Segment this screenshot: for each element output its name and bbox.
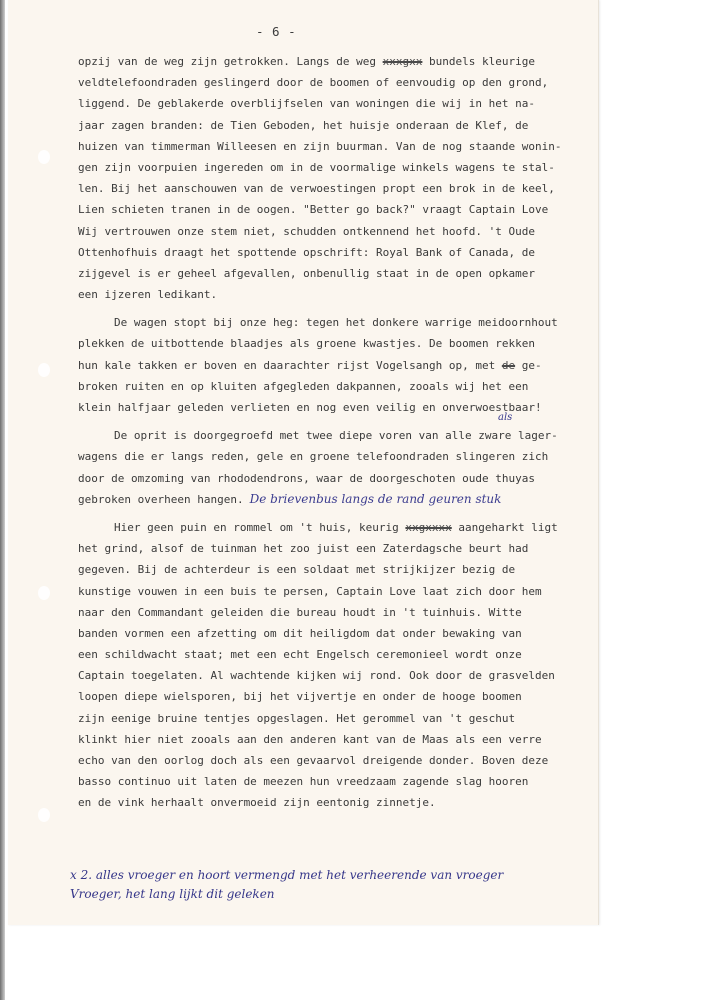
- typed-text: een ijzeren ledikant.: [78, 288, 218, 302]
- handwritten-note-line: x 2. alles vroeger en hoort vermengd met het verheerende van vroeger: [70, 868, 504, 882]
- text-line: [78, 446, 598, 467]
- typed-text: zijgevel is er geheel afgevallen, onbenullig staat in de open opkamer: [78, 266, 535, 280]
- text-line: [78, 242, 598, 263]
- typed-text: banden vormen een afzetting om dit heiligdom dat onder bewaking van: [78, 626, 522, 640]
- text-line: [78, 93, 598, 114]
- handwritten-note-line: Vroeger, het lang lijkt dit geleken: [70, 887, 275, 901]
- text-line: [78, 312, 598, 333]
- text-line: [78, 157, 598, 178]
- typed-text: len. Bij het aanschouwen van de verwoestingen propt een brok in de keel,: [78, 182, 555, 196]
- typed-text: huizen van timmerman Willeesen en zijn buurman. Van de nog staande wonin-: [78, 139, 562, 153]
- text-line: [78, 581, 598, 602]
- paragraph-gap: [78, 418, 598, 425]
- struck-text: xxxgxx: [382, 55, 423, 68]
- typed-text: naar den Commandant geleiden die bureau houdt in 't tuinhuis. Witte: [78, 605, 522, 619]
- text-line: [78, 221, 598, 242]
- typewritten-body: [78, 51, 598, 814]
- text-line: [78, 708, 598, 729]
- punch-hole: [38, 363, 50, 377]
- typed-text: en de vink herhaalt onvermoeid zijn eentonig zinnetje.: [78, 796, 436, 810]
- struck-text: xxgxxxx: [405, 520, 452, 534]
- typed-text: loopen diepe wielsporen, bij het vijvertje en onder de hooge boomen: [78, 690, 522, 704]
- text-line: [78, 559, 598, 580]
- typed-text: aangeharkt ligt: [451, 520, 558, 534]
- text-line: [78, 602, 598, 623]
- handwritten-inline: De brievenbus langs de rand geuren stuk: [249, 491, 502, 506]
- typed-text: gegeven. Bij de achterdeur is een soldaat met strijkijzer bezig de: [78, 563, 516, 577]
- typed-text: Hier geen puin en rommel om 't huis, keurig: [114, 520, 406, 534]
- typed-text: bundels kleurige: [422, 55, 535, 68]
- typed-text: echo van den oorlog doch als een gevaarvol dreigende donder. Boven deze: [78, 754, 549, 767]
- text-line: [78, 333, 598, 354]
- text-line: [78, 115, 598, 136]
- typed-text: door de omzoming van rhododendrons, waar de doorgeschoten oude thuyas: [78, 471, 535, 485]
- text-line: [78, 686, 598, 707]
- typed-text: ge-: [515, 358, 542, 372]
- typed-text: Ottenhofhuis draagt het spottende opschrift: Royal Bank of Canada, de: [78, 245, 535, 259]
- text-line: [78, 199, 598, 220]
- page-number: - 6 -: [256, 24, 297, 39]
- text-line: [78, 263, 598, 284]
- text-line: [78, 425, 598, 446]
- typed-text: Lien schieten tranen in de oogen. "Better go back?" vraagt Captain Love: [78, 203, 549, 217]
- text-line: [78, 750, 598, 771]
- text-line: [78, 489, 598, 510]
- typed-text: opzij van de weg zijn getrokken. Langs de weg: [78, 55, 383, 68]
- text-line: [78, 468, 598, 489]
- typed-text: De wagen stopt bij onze heg: tegen het donkere warrige meidoornhout: [114, 316, 558, 330]
- typed-text: hun kale takken er boven en daarachter rijst Vogelsangh op, met: [78, 358, 502, 372]
- typed-text: Captain toegelaten. Al wachtende kijken wij rond. Ook door de grasvelden: [78, 669, 555, 683]
- punch-hole: [38, 808, 50, 822]
- text-line: [78, 397, 598, 418]
- paragraph-gap: [78, 510, 598, 517]
- typed-text: liggend. De geblakerde overblijfselen van woningen die wij in het na-: [78, 97, 535, 111]
- typed-text: klinkt hier niet zooals aan den anderen kant van de Maas als een verre: [78, 732, 542, 746]
- text-line: [78, 517, 598, 538]
- text-line: [78, 792, 598, 813]
- typed-text: het grind, alsof de tuinman het zoo juist een Zaterdagsche beurt had: [78, 542, 529, 556]
- text-line: [78, 376, 598, 397]
- typed-text: De oprit is doorgegroefd met twee diepe voren van alle zware lager-: [114, 429, 558, 443]
- typed-text: veldtelefoondraden geslingerd door de boomen of eenvoudig op den grond,: [78, 76, 549, 90]
- typed-text: plekken de uitbottende blaadjes als groene kwastjes. De boomen rekken: [78, 337, 535, 351]
- punch-hole: [38, 150, 50, 164]
- handwritten-insertion: als: [498, 412, 513, 423]
- text-line: [78, 51, 598, 72]
- handwritten-footnote: [70, 866, 590, 904]
- typed-text: jaar zagen branden: de Tien Geboden, het huisje onderaan de Klef, de: [78, 118, 529, 132]
- text-line: [78, 771, 598, 792]
- text-line: [78, 136, 598, 157]
- punch-hole: [38, 586, 50, 600]
- typed-text: gebroken overheen hangen.: [78, 492, 244, 506]
- typed-text: broken ruiten en op kluiten afgegleden dakpannen, zooals wij het een: [78, 379, 529, 393]
- scan-left-edge: [0, 0, 5, 1000]
- text-line: [78, 72, 598, 93]
- text-line: [78, 644, 598, 665]
- typed-text: kunstige vouwen in een buis te persen, Captain Love laat zich door hem: [78, 584, 542, 598]
- text-line: [78, 623, 598, 644]
- text-line: [78, 538, 598, 559]
- text-line: [78, 178, 598, 199]
- text-line: [78, 355, 598, 376]
- struck-text: de: [501, 358, 516, 372]
- text-line: [78, 665, 598, 686]
- typed-text: gen zijn voorpuien ingereden om in de voormalige winkels wagens te stal-: [78, 160, 555, 174]
- typed-text: Wij vertrouwen onze stem niet, schudden ontkennend het hoofd. 't Oude: [78, 224, 535, 238]
- typed-text: basso continuo uit laten de meezen hun vreedzaam zagende slag hooren: [78, 775, 529, 789]
- text-line: [78, 284, 598, 305]
- typed-text: zijn eenige bruine tentjes opgeslagen. Het gerommel van 't geschut: [78, 711, 516, 725]
- typed-text: klein halfjaar geleden verlieten en nog even veilig en onverwoestbaar!: [78, 401, 542, 414]
- typed-text: een schildwacht staat; met een echt Engelsch ceremonieel wordt onze: [78, 648, 522, 662]
- paragraph-gap: [78, 305, 598, 312]
- text-line: [78, 729, 598, 750]
- typed-text: wagens die er langs reden, gele en groene telefoondraden slingeren zich: [78, 450, 549, 464]
